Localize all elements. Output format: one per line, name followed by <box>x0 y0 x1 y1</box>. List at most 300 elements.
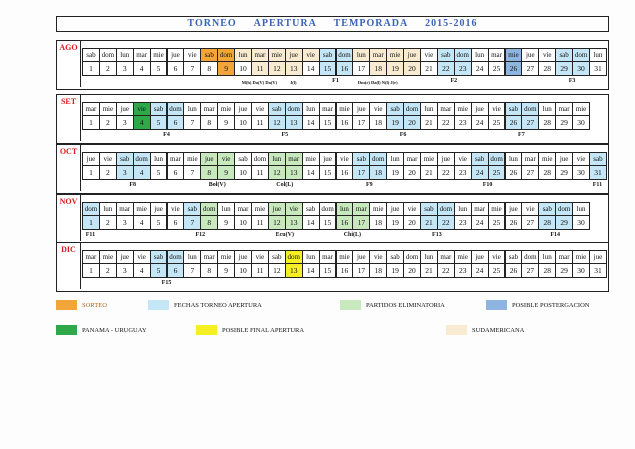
date-cell: 17 <box>352 115 370 130</box>
weekday-cell: dom <box>285 102 303 116</box>
date-cell: 23 <box>454 115 472 130</box>
date-cell: 31 <box>589 165 607 180</box>
date-cell: 22 <box>437 61 455 76</box>
weekday-cell: mie <box>505 48 523 62</box>
fixture-label: F10 <box>482 182 493 188</box>
fixture-label: F8 <box>129 182 137 188</box>
weekday-cell: mie <box>268 48 286 62</box>
date-cell: 25 <box>488 61 506 76</box>
date-cell: 31 <box>589 61 607 76</box>
weekday-cell: sab <box>116 152 134 166</box>
legend-item <box>340 300 445 310</box>
legend-swatch <box>486 300 507 310</box>
date-cell: 3 <box>116 215 134 230</box>
date-cell: 24 <box>471 215 489 230</box>
weekday-cell: dom <box>521 102 539 116</box>
date-cell: 3 <box>116 263 134 278</box>
weekday-cell: vie <box>454 152 472 166</box>
date-cell: 28 <box>538 165 556 180</box>
date-cell: 17 <box>352 215 370 230</box>
weekday-cell: sab <box>505 250 523 264</box>
date-cell: 19 <box>386 263 404 278</box>
weekday-cell: vie <box>217 152 235 166</box>
weekday-cell: mie <box>454 250 472 264</box>
date-cell: 19 <box>386 215 404 230</box>
date-cell: 23 <box>454 61 472 76</box>
date-cell: 7 <box>183 215 201 230</box>
fixture-label: M(h) Da(V) Da(V) <box>241 80 278 85</box>
fixture-label: F5 <box>281 132 289 138</box>
weekday-cell: vie <box>572 152 590 166</box>
weekday-cell: sab <box>82 48 100 62</box>
month-dic <box>56 242 609 292</box>
date-cell: 24 <box>471 263 489 278</box>
weekday-cell: jue <box>319 152 337 166</box>
date-cell: 13 <box>285 115 303 130</box>
date-cell: 25 <box>488 215 506 230</box>
month-label: OCT <box>57 145 81 191</box>
weekday-cell: sab <box>302 202 320 216</box>
date-cell: 1 <box>82 115 100 130</box>
date-cell: 22 <box>437 115 455 130</box>
date-cell: 29 <box>555 115 573 130</box>
weekday-cell: mie <box>336 250 354 264</box>
fixture-label: F1 <box>332 78 339 84</box>
date-cell: 17 <box>352 263 370 278</box>
date-cell: 14 <box>302 61 320 76</box>
month-label: DIC <box>57 243 81 289</box>
date-cell: 18 <box>369 165 387 180</box>
weekday-cell: mar <box>555 250 573 264</box>
date-cell: 10 <box>234 61 252 76</box>
date-cell: 1 <box>82 263 100 278</box>
date-cell: 20 <box>403 215 421 230</box>
weekday-cell: sab <box>150 250 168 264</box>
date-cell: 9 <box>217 215 235 230</box>
date-cell: 13 <box>285 215 303 230</box>
weekday-cell: lun <box>302 102 320 116</box>
weekday-cell: dom <box>336 48 354 62</box>
weekday-cell: jue <box>386 202 404 216</box>
weekday-cell: mie <box>488 202 506 216</box>
legend-swatch <box>56 325 77 335</box>
date-cell: 7 <box>183 115 201 130</box>
date-cell: 1 <box>82 165 100 180</box>
weekday-cell: mie <box>217 102 235 116</box>
fixture-label: Dm(r) Da(l) N(l) J(r) <box>357 80 398 85</box>
date-cell: 2 <box>99 115 117 130</box>
weekday-cell: jue <box>234 250 252 264</box>
date-cell: 10 <box>234 215 252 230</box>
date-cell: 8 <box>200 215 218 230</box>
date-cell: 9 <box>217 61 235 76</box>
weekday-cell: jue <box>437 152 455 166</box>
weekday-cell: vie <box>167 202 185 216</box>
date-cell: 12 <box>268 61 286 76</box>
weekday-cell: mie <box>251 202 269 216</box>
date-cell: 28 <box>538 61 556 76</box>
weekday-cell: sab <box>420 202 438 216</box>
weekday-cell: sab <box>437 48 455 62</box>
weekday-cell: lun <box>420 102 438 116</box>
date-cell: 25 <box>488 115 506 130</box>
date-cell: 5 <box>150 165 168 180</box>
date-cell: 18 <box>369 215 387 230</box>
weekday-cell: mar <box>116 202 134 216</box>
month-nov <box>56 194 609 244</box>
weekday-cell: jue <box>200 152 218 166</box>
date-cell: 4 <box>133 165 151 180</box>
weekday-cell: mar <box>200 102 218 116</box>
weekday-cell: lun <box>538 102 556 116</box>
date-cell: 26 <box>505 165 523 180</box>
date-cell: 21 <box>420 61 438 76</box>
date-cell: 9 <box>217 165 235 180</box>
date-cell: 3 <box>116 165 134 180</box>
weekday-cell: lun <box>302 250 320 264</box>
date-cell: 25 <box>488 165 506 180</box>
date-cell: 23 <box>454 263 472 278</box>
weekday-cell: mar <box>285 152 303 166</box>
weekday-cell: jue <box>505 202 523 216</box>
fixture-label: F13 <box>432 232 442 238</box>
date-cell: 7 <box>183 165 201 180</box>
date-cell: 21 <box>420 165 438 180</box>
weekday-cell: dom <box>403 102 421 116</box>
weekday-cell: jue <box>167 48 185 62</box>
date-cell: 13 <box>285 263 303 278</box>
date-cell: 4 <box>133 215 151 230</box>
date-cell: 22 <box>437 165 455 180</box>
date-cell: 14 <box>302 263 320 278</box>
date-cell: 30 <box>572 115 590 130</box>
weekday-cell: mie <box>99 250 117 264</box>
date-cell: 15 <box>319 61 337 76</box>
weekday-cell: lun <box>538 250 556 264</box>
date-cell: 21 <box>420 263 438 278</box>
month-label: NOV <box>57 195 81 241</box>
weekday-cell: mar <box>234 202 252 216</box>
weekday-cell: lun <box>505 152 523 166</box>
legend-swatch <box>446 325 467 335</box>
month-label: AGO <box>57 41 81 87</box>
weekday-cell: sab <box>150 102 168 116</box>
date-cell: 18 <box>369 61 387 76</box>
weekday-cell: mar <box>200 250 218 264</box>
weekday-cell: vie <box>488 250 506 264</box>
weekday-cell: vie <box>133 250 151 264</box>
date-cell: 24 <box>471 115 489 130</box>
date-cell: 16 <box>336 61 354 76</box>
date-cell: 1 <box>82 61 100 76</box>
date-cell: 5 <box>150 215 168 230</box>
weekday-cell: mar <box>167 152 185 166</box>
date-cell: 8 <box>200 263 218 278</box>
weekday-cell: lun <box>217 202 235 216</box>
weekday-cell: sab <box>538 202 556 216</box>
legend-label: PARTIDOS ELIMINATORIA <box>366 301 445 309</box>
date-cell: 30 <box>572 61 590 76</box>
date-cell: 6 <box>167 115 185 130</box>
date-cell: 10 <box>234 115 252 130</box>
weekday-cell: jue <box>589 250 607 264</box>
weekday-cell: lun <box>183 102 201 116</box>
weekday-cell: mie <box>302 152 320 166</box>
date-cell: 28 <box>538 115 556 130</box>
fixture-label: F2 <box>450 78 458 84</box>
legend-item <box>56 325 147 335</box>
date-cell: 19 <box>386 165 404 180</box>
weekday-cell: vie <box>420 48 438 62</box>
weekday-cell: sab <box>234 152 252 166</box>
date-cell: 11 <box>251 263 269 278</box>
date-cell: 31 <box>589 263 607 278</box>
fixture-label: Chi(L) <box>343 232 362 238</box>
legend-label: FECHAS TORNEO APERTURA <box>174 301 262 309</box>
month-oct <box>56 144 609 194</box>
date-cell: 21 <box>420 115 438 130</box>
weekday-cell: lun <box>234 48 252 62</box>
date-cell: 26 <box>505 263 523 278</box>
weekday-cell: sab <box>386 102 404 116</box>
weekday-cell: vie <box>251 250 269 264</box>
weekday-cell: mar <box>369 48 387 62</box>
legend-label: POSIBLE FINAL APERTURA <box>222 326 305 334</box>
weekday-cell: mar <box>82 102 100 116</box>
weekday-cell: sab <box>386 250 404 264</box>
date-cell: 20 <box>403 61 421 76</box>
weekday-cell: dom <box>285 250 303 264</box>
weekday-cell: mar <box>471 202 489 216</box>
date-cell: 26 <box>505 215 523 230</box>
weekday-cell: dom <box>167 102 185 116</box>
legend-item <box>148 300 262 310</box>
weekday-cell: mar <box>437 102 455 116</box>
date-cell: 21 <box>420 215 438 230</box>
weekday-cell: mie <box>572 250 590 264</box>
weekday-cell: dom <box>251 152 269 166</box>
date-cell: 11 <box>251 165 269 180</box>
weekday-cell: sab <box>555 48 573 62</box>
date-cell: 20 <box>403 115 421 130</box>
weekday-cell: vie <box>302 48 320 62</box>
weekday-cell: jue <box>352 250 370 264</box>
weekday-cell: dom <box>572 48 590 62</box>
weekday-cell: jue <box>268 202 286 216</box>
calendar-title: TORNEO APERTURA TEMPORADA 2015-2016 <box>56 16 609 32</box>
weekday-cell: lun <box>386 152 404 166</box>
legend-label: PANAMA - URUGUAY <box>82 326 147 334</box>
month-set <box>56 94 609 144</box>
weekday-cell: jue <box>234 102 252 116</box>
date-cell: 30 <box>572 165 590 180</box>
fixture-label: F4 <box>163 132 170 138</box>
date-cell: 26 <box>505 61 523 76</box>
weekday-cell: sab <box>200 48 218 62</box>
weekday-cell: jue <box>82 152 100 166</box>
date-cell: 29 <box>555 165 573 180</box>
weekday-cell: mar <box>352 202 370 216</box>
legend-item <box>446 325 524 335</box>
date-cell: 17 <box>352 165 370 180</box>
date-cell: 8 <box>200 61 218 76</box>
weekday-cell: mie <box>150 48 168 62</box>
weekday-cell: mar <box>319 102 337 116</box>
weekday-cell: jue <box>116 250 134 264</box>
weekday-cell: jue <box>150 202 168 216</box>
date-cell: 18 <box>369 263 387 278</box>
legend-item <box>56 300 107 310</box>
weekday-cell: mie <box>572 102 590 116</box>
weekday-cell: jue <box>116 102 134 116</box>
date-cell: 3 <box>116 61 134 76</box>
date-cell: 30 <box>572 215 590 230</box>
weekday-cell: sab <box>319 48 337 62</box>
date-cell: 12 <box>268 165 286 180</box>
fixture-label: Ecu(V) <box>275 232 294 238</box>
weekday-cell: dom <box>319 202 337 216</box>
date-cell: 28 <box>538 215 556 230</box>
weekday-cell: dom <box>437 202 455 216</box>
weekday-cell: dom <box>555 202 573 216</box>
fixture-label: F11 <box>85 232 96 238</box>
date-cell: 6 <box>167 165 185 180</box>
date-cell: 26 <box>505 115 523 130</box>
weekday-cell: jue <box>352 102 370 116</box>
weekday-cell: mie <box>217 250 235 264</box>
weekday-cell: sab <box>268 102 286 116</box>
weekday-cell: mie <box>386 48 404 62</box>
weekday-cell: mar <box>133 48 151 62</box>
weekday-cell: sab <box>505 102 523 116</box>
date-cell: 2 <box>99 165 117 180</box>
weekday-cell: vie <box>251 102 269 116</box>
date-cell: 29 <box>555 263 573 278</box>
date-cell: 14 <box>302 215 320 230</box>
weekday-cell: vie <box>133 102 151 116</box>
weekday-cell: mar <box>521 152 539 166</box>
date-cell: 16 <box>336 115 354 130</box>
date-cell: 11 <box>251 61 269 76</box>
fixture-label: F9 <box>365 182 373 188</box>
weekday-cell: mar <box>555 102 573 116</box>
weekday-cell: lun <box>116 48 134 62</box>
date-cell: 12 <box>268 263 286 278</box>
weekday-cell: lun <box>471 48 489 62</box>
date-cell: 6 <box>167 215 185 230</box>
date-cell: 6 <box>167 61 185 76</box>
weekday-cell: vie <box>403 202 421 216</box>
date-cell: 13 <box>285 61 303 76</box>
weekday-cell: lun <box>589 48 607 62</box>
weekday-cell: lun <box>454 202 472 216</box>
date-cell: 12 <box>268 215 286 230</box>
weekday-cell: mar <box>82 250 100 264</box>
weekday-cell: dom <box>217 48 235 62</box>
legend-swatch <box>340 300 361 310</box>
date-cell: 27 <box>521 115 539 130</box>
weekday-cell: lun <box>336 202 354 216</box>
weekday-cell: jue <box>471 250 489 264</box>
date-cell: 20 <box>403 263 421 278</box>
legend-item <box>486 300 589 310</box>
date-cell: 1 <box>82 215 100 230</box>
legend-swatch <box>56 300 77 310</box>
weekday-cell: lun <box>352 48 370 62</box>
date-cell: 7 <box>183 263 201 278</box>
weekday-cell: mie <box>538 152 556 166</box>
date-cell: 6 <box>167 263 185 278</box>
date-cell: 10 <box>234 165 252 180</box>
date-cell: 27 <box>521 215 539 230</box>
legend-label: SUDAMERICANA <box>472 326 525 334</box>
weekday-cell: dom <box>488 152 506 166</box>
month-label: SET <box>57 95 81 141</box>
weekday-cell: vie <box>521 202 539 216</box>
weekday-cell: sab <box>352 152 370 166</box>
weekday-cell: vie <box>99 152 117 166</box>
legend-swatch <box>148 300 169 310</box>
weekday-cell: mar <box>403 152 421 166</box>
weekday-cell: jue <box>471 102 489 116</box>
date-cell: 24 <box>471 61 489 76</box>
weekday-cell: lun <box>268 152 286 166</box>
weekday-cell: mie <box>183 152 201 166</box>
date-cell: 15 <box>319 165 337 180</box>
weekday-cell: dom <box>369 152 387 166</box>
date-cell: 16 <box>336 165 354 180</box>
date-cell: 30 <box>572 263 590 278</box>
date-cell: 19 <box>386 115 404 130</box>
fixture-label: F6 <box>399 132 407 138</box>
date-cell: 22 <box>437 263 455 278</box>
date-cell: 2 <box>99 61 117 76</box>
date-cell: 15 <box>319 215 337 230</box>
date-cell: 10 <box>234 263 252 278</box>
weekday-cell: mie <box>99 102 117 116</box>
weekday-cell: mie <box>369 202 387 216</box>
fixture-label: Col(L) <box>276 182 294 188</box>
date-cell: 4 <box>133 115 151 130</box>
month-ago <box>56 40 609 90</box>
weekday-cell: lun <box>99 202 117 216</box>
date-cell: 4 <box>133 263 151 278</box>
weekday-cell: lun <box>183 250 201 264</box>
fixture-label: F3 <box>568 78 576 84</box>
weekday-cell: vie <box>538 48 556 62</box>
weekday-cell: mar <box>488 48 506 62</box>
date-cell: 2 <box>99 215 117 230</box>
date-cell: 5 <box>150 115 168 130</box>
weekday-cell: vie <box>285 202 303 216</box>
date-cell: 27 <box>521 61 539 76</box>
date-cell: 27 <box>521 165 539 180</box>
weekday-cell: jue <box>403 48 421 62</box>
weekday-cell: vie <box>336 152 354 166</box>
weekday-cell: mie <box>336 102 354 116</box>
date-cell: 19 <box>386 61 404 76</box>
date-cell: 28 <box>538 263 556 278</box>
weekday-cell: sab <box>589 152 607 166</box>
date-cell: 25 <box>488 263 506 278</box>
date-cell: 20 <box>403 165 421 180</box>
legend-label: SORTEO <box>82 301 107 309</box>
fixture-label: F15 <box>161 280 172 286</box>
weekday-cell: vie <box>488 102 506 116</box>
weekday-cell: lun <box>150 152 168 166</box>
date-cell: 11 <box>251 215 269 230</box>
date-cell: 23 <box>454 165 472 180</box>
